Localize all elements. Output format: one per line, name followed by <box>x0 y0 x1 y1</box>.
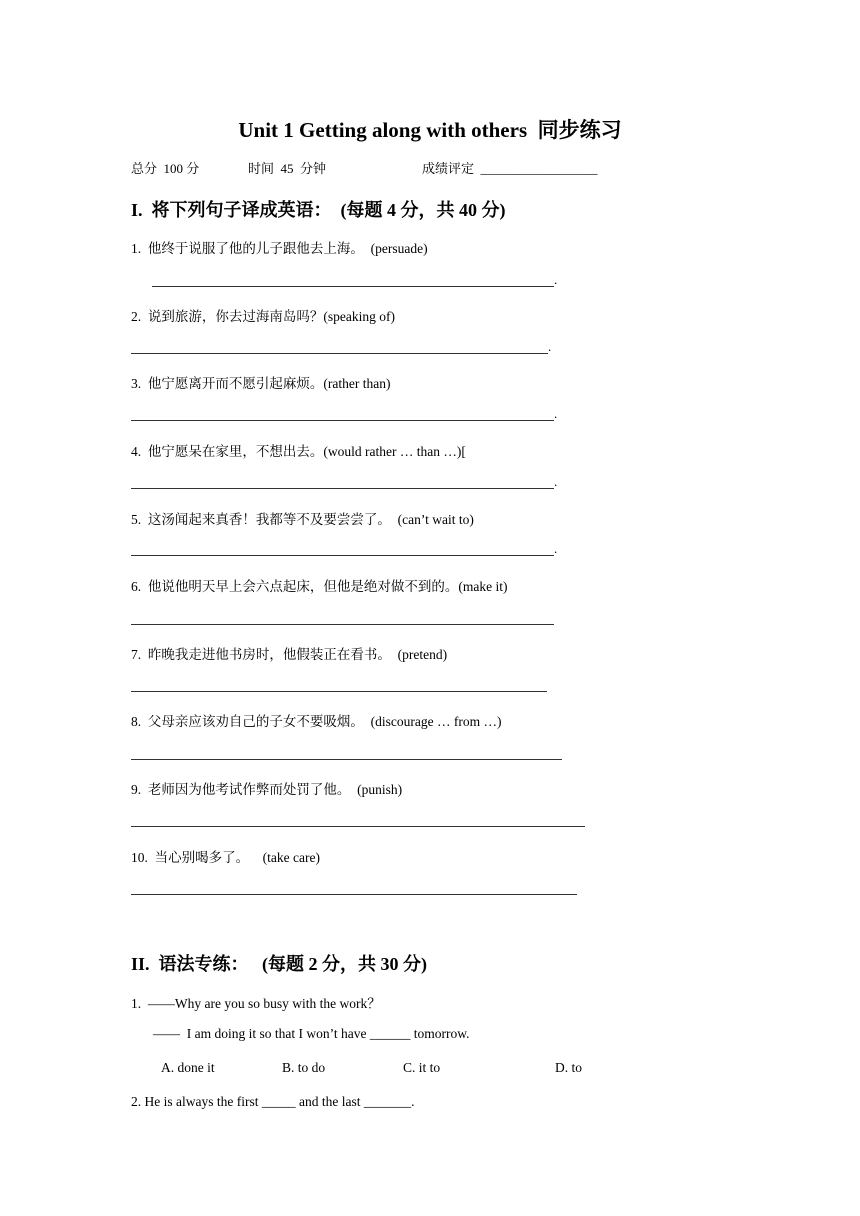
answer-period: . <box>554 406 558 421</box>
answer-line-10[interactable] <box>131 894 577 895</box>
page-title: Unit 1 Getting along with others 同步练习 <box>238 118 622 142</box>
question-5: 5. 这汤闻起来真香！我都等不及要尝尝了。 (can’t wait to) <box>131 512 474 527</box>
question-8: 8. 父母亲应该劝自己的子女不要吸烟。 (discourage … from …) <box>131 714 502 729</box>
answer-line-1[interactable] <box>152 286 554 287</box>
answer-period: . <box>554 272 558 287</box>
answer-line-5[interactable] <box>131 555 554 556</box>
grammar-question-1-reply: —— I am doing it so that I won’t have ______ tomorrow. <box>153 1026 470 1041</box>
answer-line-9[interactable] <box>131 826 585 827</box>
section-2-heading: II. 语法专练： (每题 2 分，共 30 分) <box>131 954 427 974</box>
question-4: 4. 他宁愿呆在家里，不想出去。(would rather … than …)[ <box>131 444 466 459</box>
answer-line-8[interactable] <box>131 759 562 760</box>
answer-line-3[interactable] <box>131 420 554 421</box>
question-1: 1. 他终于说服了他的儿子跟他去上海。 (persuade) <box>131 241 428 256</box>
grade-field: 成绩评定 __________________ <box>422 161 598 176</box>
question-3: 3. 他宁愿离开而不愿引起麻烦。(rather than) <box>131 376 391 391</box>
answer-period: . <box>548 339 552 354</box>
answer-line-4[interactable] <box>131 488 554 489</box>
answer-line-7[interactable] <box>131 691 547 692</box>
grammar-question-1-prompt: 1. ——Why are you so busy with the work？ <box>131 996 381 1011</box>
time-limit: 时间 45 分钟 <box>248 161 327 176</box>
question-10: 10. 当心别喝多了。 (take care) <box>131 850 320 865</box>
question-2: 2. 说到旅游，你去过海南岛吗？(speaking of) <box>131 309 395 324</box>
answer-line-2[interactable] <box>131 353 548 354</box>
grammar-question-2: 2. He is always the first _____ and the last _______. <box>131 1094 415 1109</box>
question-9: 9. 老师因为他考试作弊而处罚了他。 (punish) <box>131 782 403 797</box>
option-b[interactable]: B. to do <box>282 1060 326 1075</box>
question-6: 6. 他说他明天早上会六点起床，但他是绝对做不到的。(make it) <box>131 579 508 594</box>
answer-line-6[interactable] <box>131 624 554 625</box>
answer-period: . <box>554 474 558 489</box>
question-7: 7. 昨晚我走进他书房时，他假装正在看书。 (pretend) <box>131 647 448 662</box>
answer-period: . <box>554 541 558 556</box>
option-c[interactable]: C. it to <box>403 1060 441 1075</box>
option-a[interactable]: A. done it <box>161 1060 215 1075</box>
section-1-heading: I. 将下列句子译成英语： (每题 4 分，共 40 分) <box>131 200 506 220</box>
option-d[interactable]: D. to <box>555 1060 582 1075</box>
total-score: 总分 100 分 <box>131 161 200 176</box>
